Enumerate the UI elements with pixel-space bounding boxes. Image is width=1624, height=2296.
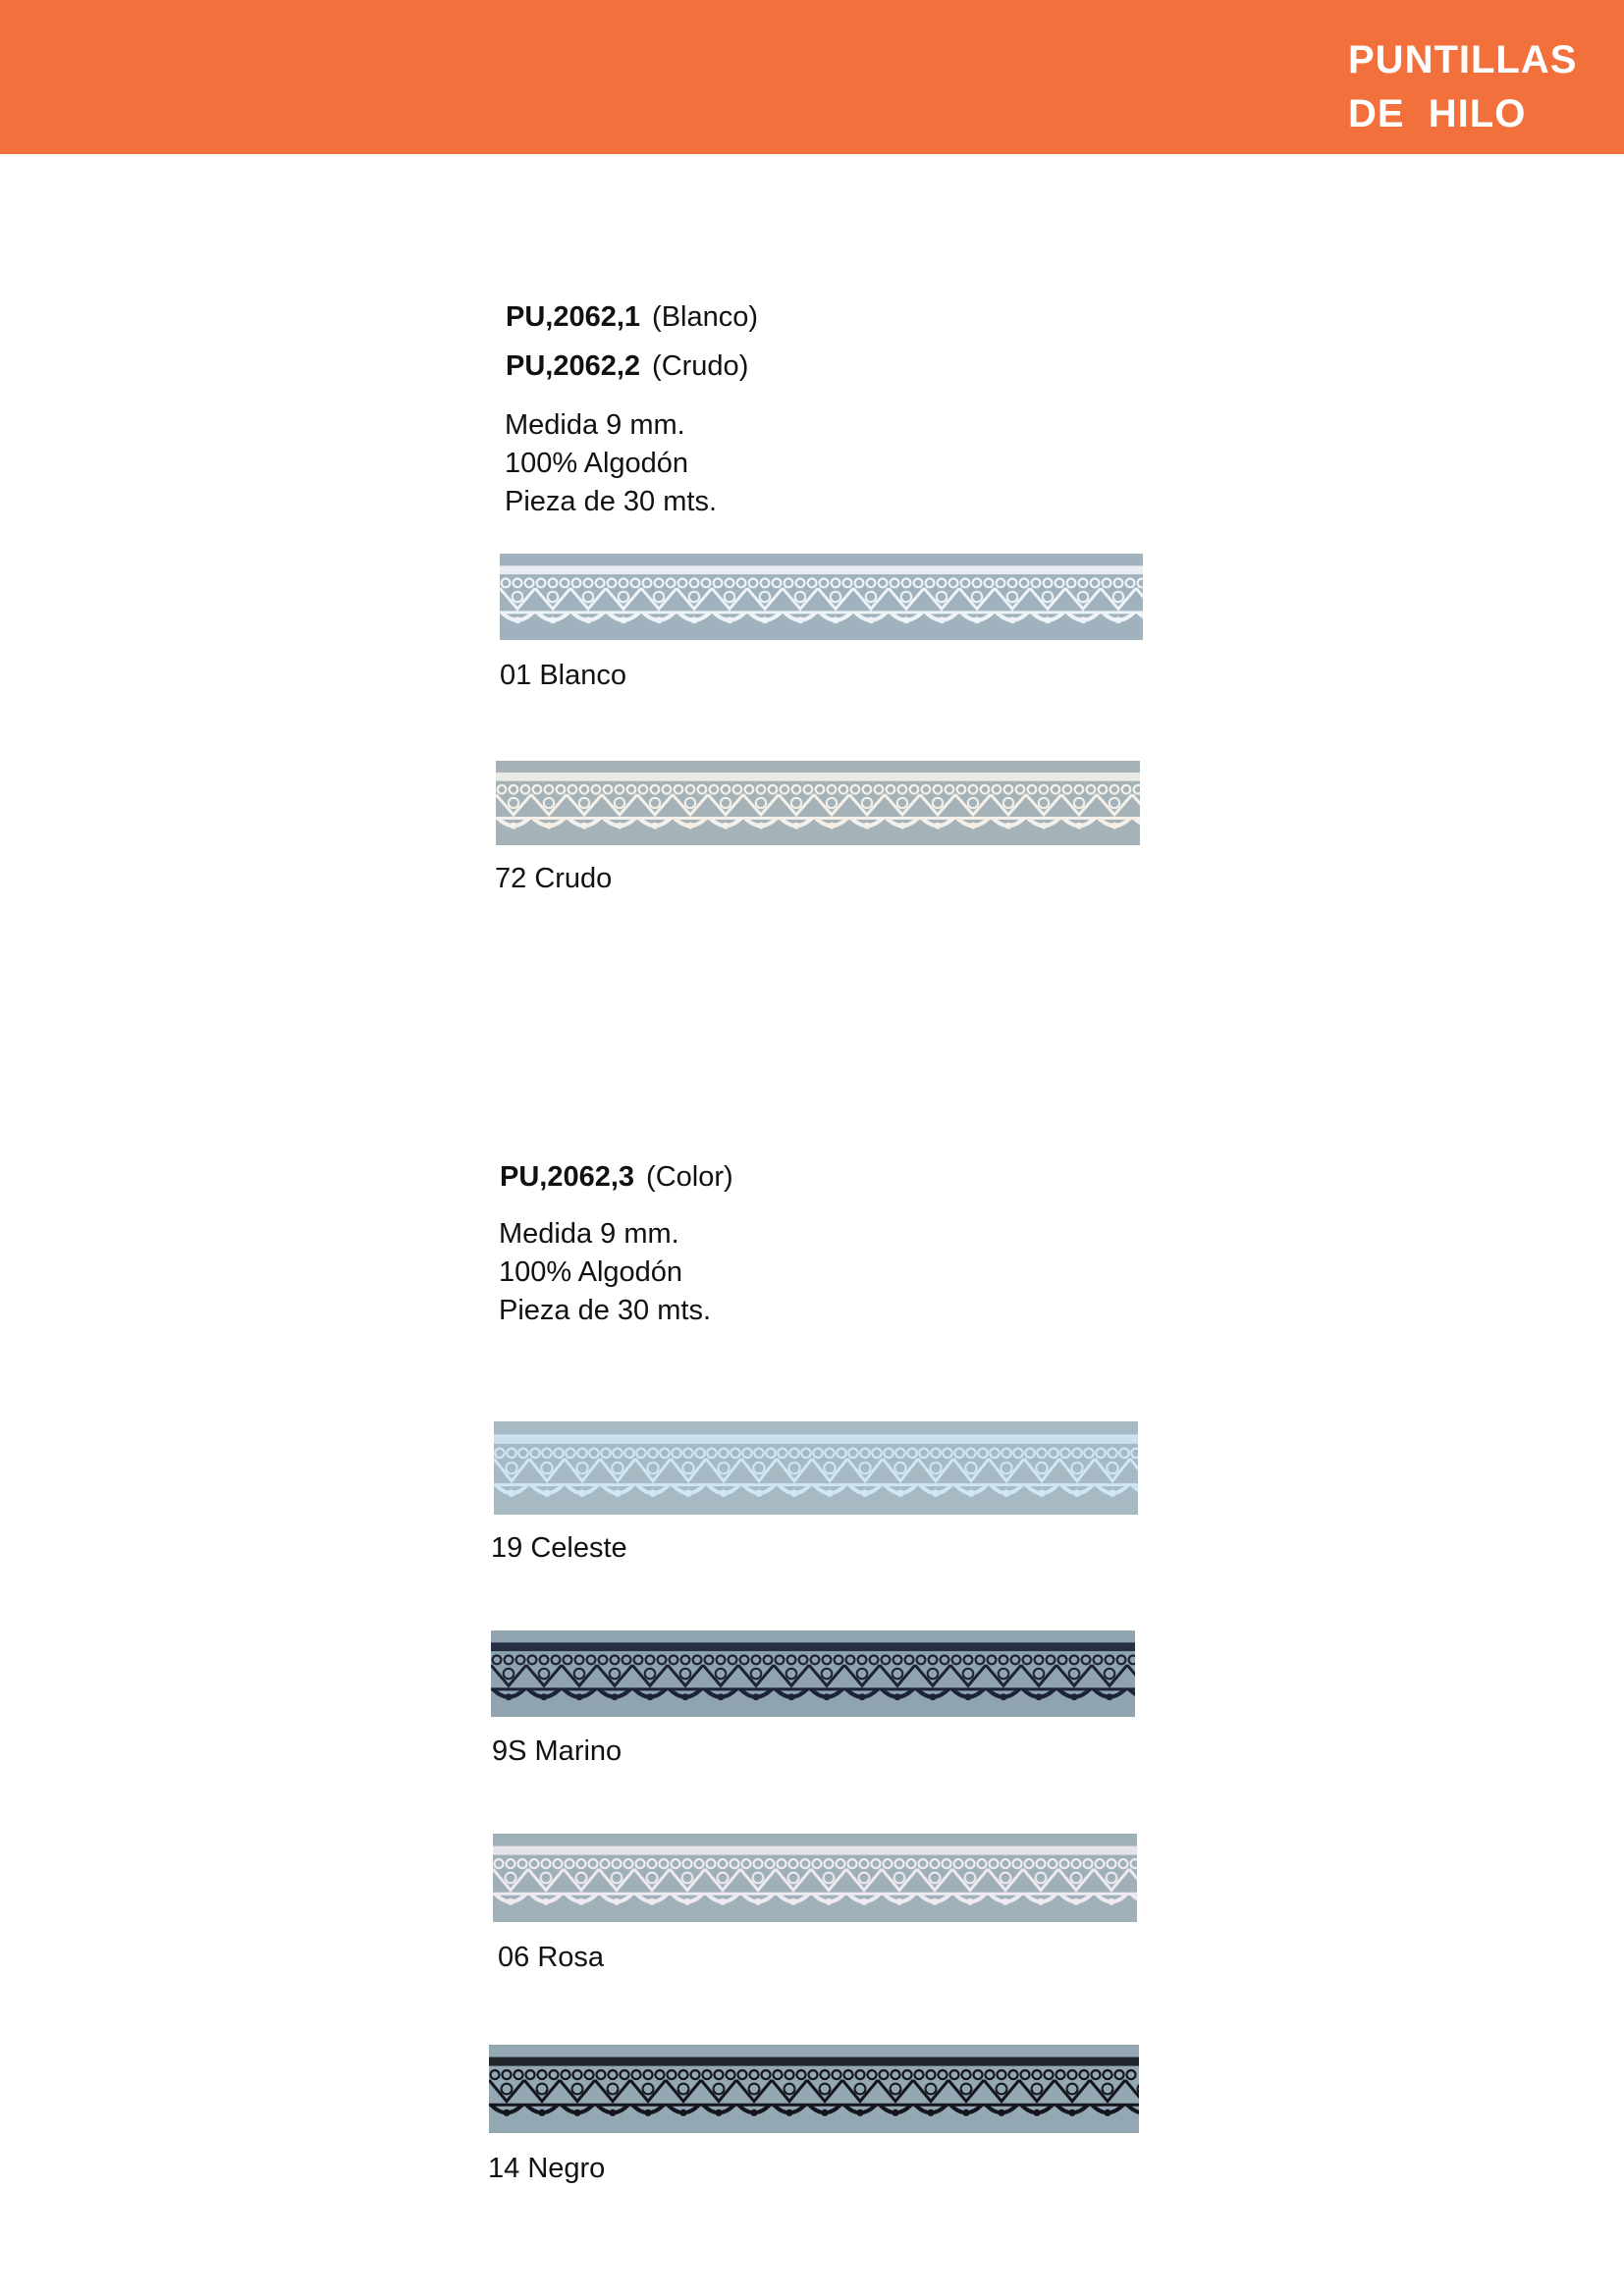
swatch-label: 06 Rosa — [498, 1942, 605, 1973]
product-variant: (Blanco) — [652, 301, 759, 333]
code-line — [506, 342, 758, 391]
lace-pattern — [493, 1834, 1137, 1922]
lace-swatch-negro — [489, 2045, 1139, 2133]
lace-swatch-marino — [491, 1630, 1135, 1717]
spec-size: Medida 9 mm. — [499, 1218, 679, 1250]
lace-pattern — [500, 554, 1143, 640]
header-banner — [0, 0, 1624, 154]
product-specs-1 — [505, 406, 717, 521]
product-code: PU,2062,2 — [506, 350, 641, 382]
product-codes-2 — [500, 1152, 733, 1201]
swatch-label: 9S Marino — [492, 1735, 623, 1767]
code-line — [506, 293, 758, 342]
page-title: PUNTILLAS DE HILO — [1348, 38, 1578, 135]
swatch-label: 01 Blanco — [500, 660, 626, 691]
swatch-label: 72 Crudo — [495, 863, 613, 894]
lace-pattern — [496, 761, 1140, 845]
product-code: PU,2062,1 — [506, 301, 641, 333]
lace-pattern — [489, 2045, 1139, 2133]
spec-material: 100% Algodón — [499, 1256, 683, 1288]
code-line — [500, 1152, 733, 1201]
product-variant: (Crudo) — [652, 350, 749, 382]
spec-size: Medida 9 mm. — [505, 409, 685, 441]
spec-material: 100% Algodón — [505, 448, 689, 479]
product-specs-2 — [499, 1215, 711, 1330]
swatch-label: 14 Negro — [488, 2153, 606, 2184]
lace-swatch-crudo — [496, 761, 1140, 845]
product-codes-1 — [506, 293, 758, 391]
lace-swatch-celeste — [494, 1421, 1138, 1515]
spec-piece: Pieza de 30 mts. — [499, 1295, 711, 1326]
product-variant: (Color) — [646, 1161, 733, 1193]
lace-pattern — [491, 1630, 1135, 1717]
spec-piece: Pieza de 30 mts. — [505, 486, 717, 517]
lace-swatch-blanco — [500, 554, 1143, 640]
lace-pattern — [494, 1421, 1138, 1515]
product-code: PU,2062,3 — [500, 1161, 635, 1193]
lace-swatch-rosa — [493, 1834, 1137, 1922]
swatch-label: 19 Celeste — [491, 1532, 627, 1564]
